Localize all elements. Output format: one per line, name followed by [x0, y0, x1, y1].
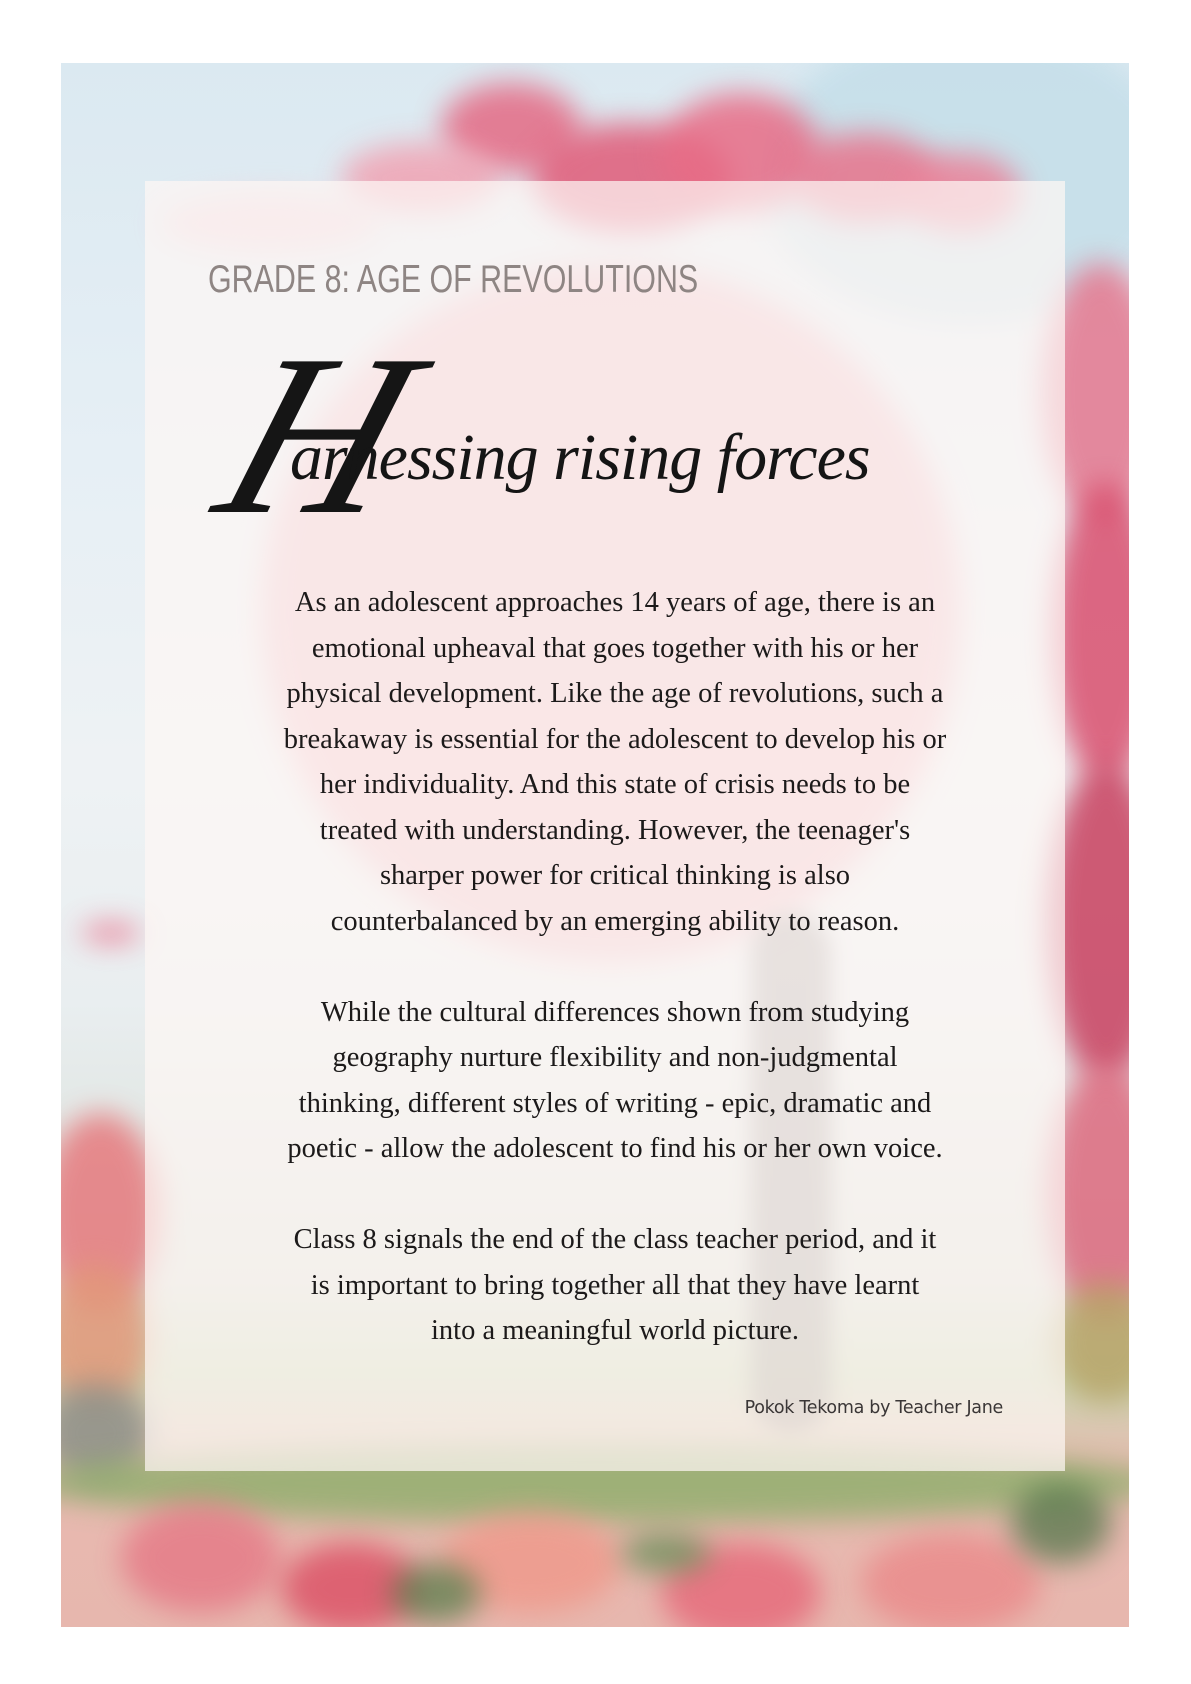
- text-line: her individuality. And this state of crisis needs to be: [319, 769, 911, 800]
- grass: [1011, 1483, 1111, 1563]
- paragraph-1: [230, 580, 1000, 944]
- title-rest: arnessing rising forces: [290, 421, 870, 494]
- text-line: sharper power for critical thinking is also: [379, 860, 851, 891]
- grass: [391, 1563, 481, 1623]
- image-credit: Pokok Tekoma by Teacher Jane: [744, 1398, 1003, 1418]
- page-title: [193, 307, 1015, 570]
- text-line: counterbalanced by an emerging ability to reason.: [330, 905, 900, 937]
- text-line: physical development. Like the age of revolutions, such a: [286, 678, 944, 709]
- title-initial: H: [193, 307, 443, 562]
- grass: [621, 1533, 711, 1573]
- paragraph-3: [230, 1217, 1000, 1354]
- text-line: As an adolescent approaches 14 years of age, there is an: [294, 587, 936, 618]
- flower: [121, 1503, 281, 1613]
- blossom-cluster: [81, 923, 141, 943]
- text-line: breakaway is essential for the adolescent to develop his or: [283, 723, 947, 755]
- paragraph-2: [230, 990, 1000, 1172]
- text-line: poetic - allow the adolescent to find his or her own voice.: [287, 1133, 943, 1164]
- text-line: emotional upheaval that goes together with his or her: [311, 632, 919, 664]
- text-line: into a meaningful world picture.: [430, 1315, 800, 1346]
- text-line: geography nurture flexibility and non-judgmental: [332, 1042, 898, 1073]
- text-line: is important to bring together all that they have learnt: [310, 1269, 920, 1301]
- grade-heading: GRADE 8: AGE OF REVOLUTIONS: [208, 258, 699, 301]
- text-line: thinking, different styles of writing - epic, dramatic and: [298, 1087, 932, 1119]
- text-line: Class 8 signals the end of the class teacher period, and it: [293, 1224, 937, 1255]
- body-text: [230, 580, 1000, 1399]
- text-line: treated with understanding. However, the teenager's: [319, 814, 911, 846]
- text-line: While the cultural differences shown from studying: [320, 996, 910, 1028]
- flower: [861, 1533, 1041, 1627]
